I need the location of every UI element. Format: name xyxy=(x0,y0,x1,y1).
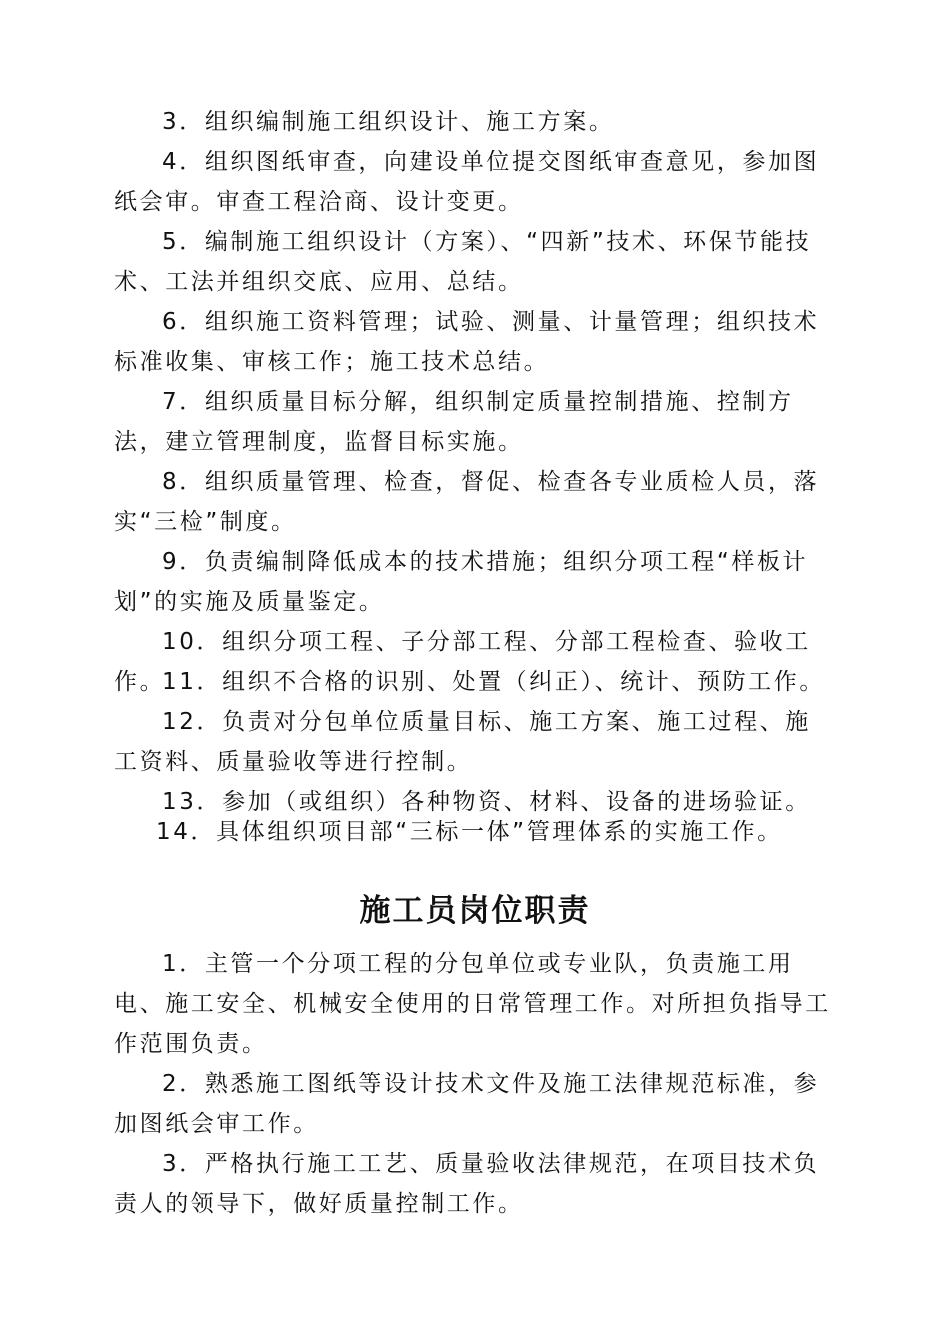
duty-item-5: 5．编制施工组织设计（方案）、“四新”技术、环保节能技术、工法并组织交底、应用、总结。 xyxy=(114,229,812,295)
construction-duty-item-1: 1．主管一个分项工程的分包单位或专业队，负责施工用电、施工安全、机械安全使用的日常管理工作。对所担负指导工作范围负责。 xyxy=(114,951,831,1057)
duty-item-8: 8．组织质量管理、检查，督促、检查各专业质检人员，落实“三检”制度。 xyxy=(114,469,820,535)
duty-item-10: 10．组织分项工程、子分部工程、分部工程检查、验收工作。 xyxy=(114,629,811,695)
duty-item-11: 11．组织不合格的识别、处置（纠正）、统计、预防工作。 xyxy=(162,669,825,695)
duty-item-12: 12．负责对分包单位质量目标、施工方案、施工过程、施工资料、质量验收等进行控制。 xyxy=(114,709,811,775)
section-title: 施工员岗位职责 xyxy=(359,893,591,929)
duty-item-13: 13．参加（或组织）各种物资、材料、设备的进场验证。 xyxy=(162,789,811,815)
construction-duty-item-3: 3．严格执行施工工艺、质量验收法律规范，在项目技术负责人的领导下，做好质量控制工作。 xyxy=(114,1151,820,1217)
duty-item-9: 9．负责编制降低成本的技术措施；组织分项工程“样板计划”的实施及质量鉴定。 xyxy=(114,549,809,615)
construction-duty-item-2: 2．熟悉施工图纸等设计技术文件及施工法律规范标准，参加图纸会审工作。 xyxy=(114,1071,820,1137)
duty-item-7: 7．组织质量目标分解，组织制定质量控制措施、控制方法，建立管理制度，监督目标实施。 xyxy=(114,389,794,455)
duty-item-4: 4．组织图纸审查，向建设单位提交图纸审查意见，参加图纸会审。审查工程洽商、设计变更。 xyxy=(114,149,820,215)
duty-item-3: 3．组织编制施工组织设计、施工方案。 xyxy=(162,109,615,135)
duty-item-14: 14．具体组织项目部“三标一体”管理体系的实施工作。 xyxy=(156,819,783,845)
duty-item-6: 6．组织施工资料管理；试验、测量、计量管理；组织技术标准收集、审核工作；施工技术总结。 xyxy=(114,309,820,375)
